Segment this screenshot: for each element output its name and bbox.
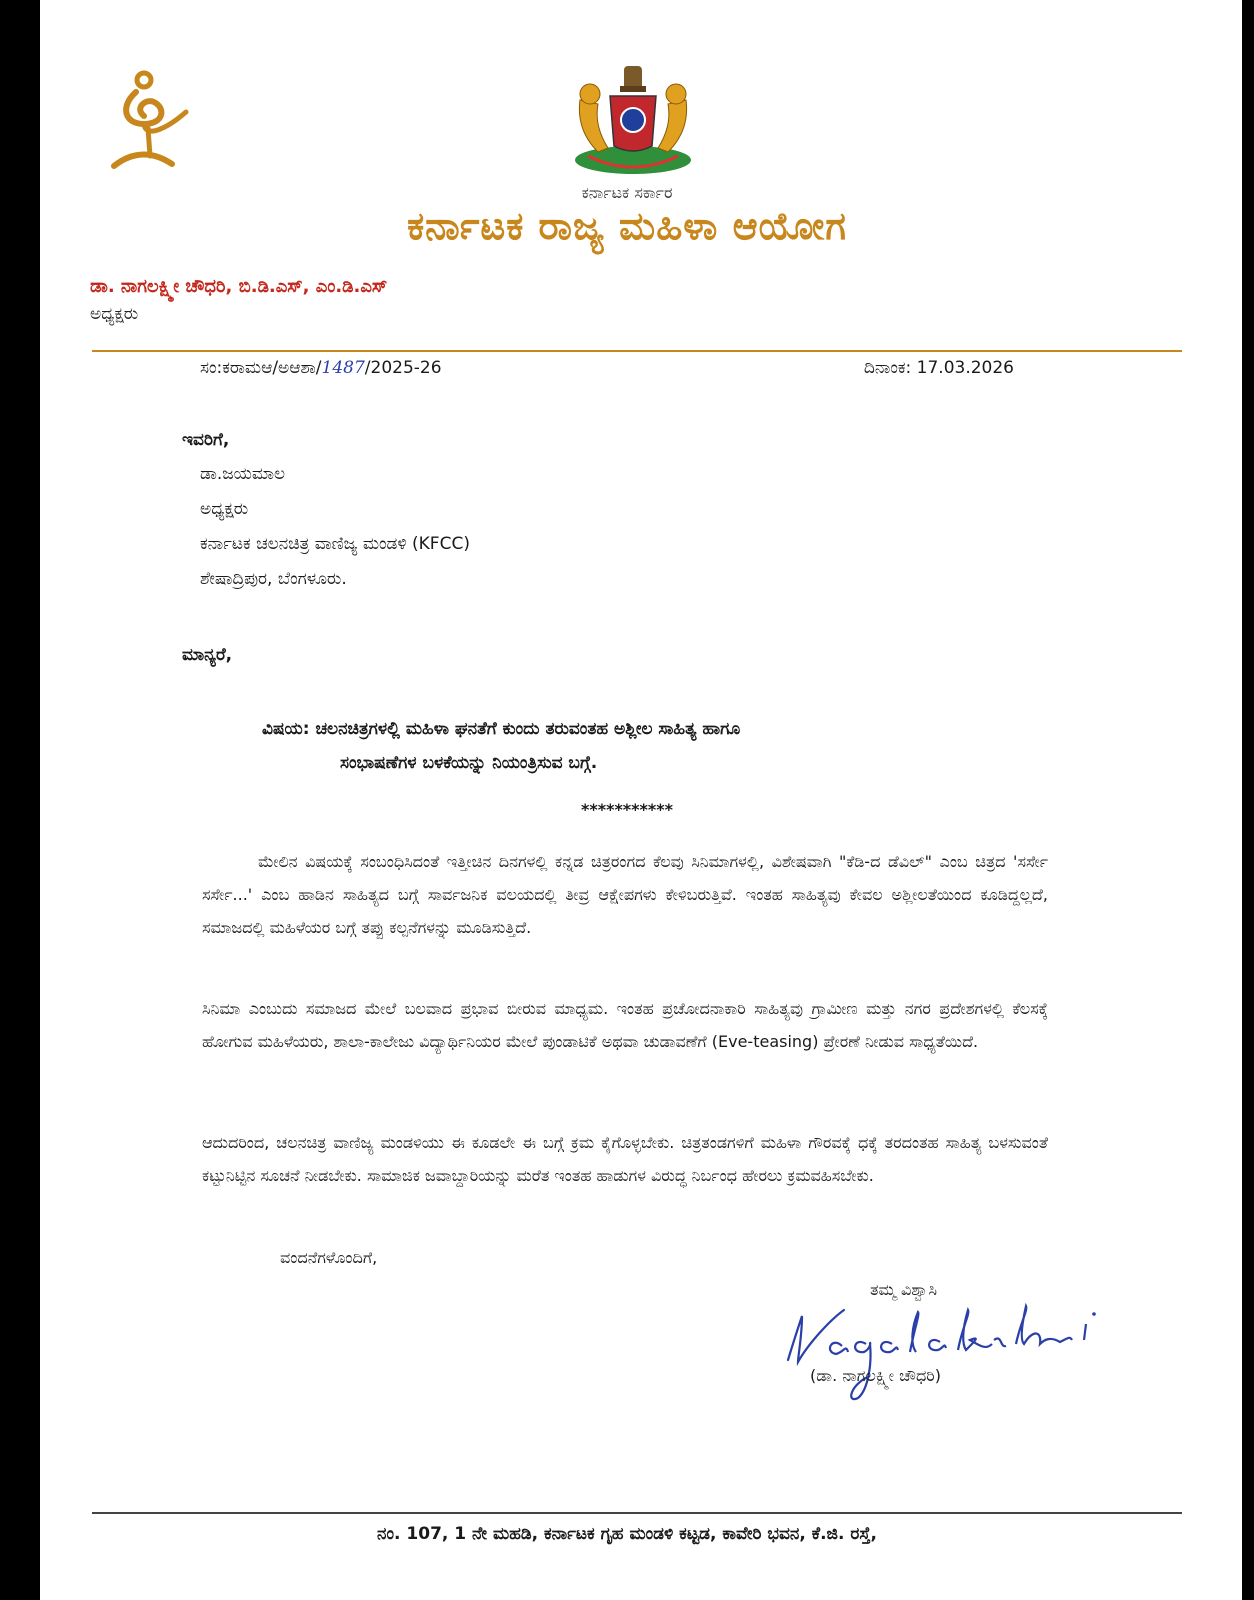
reference-prefix: ಸಂ:ಕರಾಮಆ/ಅಆಶಾ/ <box>200 358 322 378</box>
recipient-line: ಡಾ.ಜಯಮಾಲ <box>200 464 286 484</box>
reference-number <box>200 358 442 378</box>
recipient-line: ಶೇಷಾದ್ರಿಪುರ, ಬೆಂಗಳೂರು. <box>200 569 347 589</box>
body-paragraph: ಸಿನಿಮಾ ಎಂಬುದು ಸಮಾಜದ ಮೇಲೆ ಬಲವಾದ ಪ್ರಭಾವ ಬೀರುವ ಮಾಧ್ಯಮ. ಇಂತಹ ಪ್ರಚೋದನಾಕಾರಿ ಸಾಹಿತ್ಯವು ಗ್ರಾಮೀಣ ಮತ್ತು ನಗರ ಪ್ರದೇಶಗಳಲ್ಲಿ ಕೆಲಸಕ್ಕೆ ಹೋಗುವ ಮಹಿಳೆಯರು, ಶಾಲಾ-ಕಾಲೇಜು ವಿದ್ಯಾರ್ಥಿನಿಯರ ಮೇಲೆ ಪುಂಡಾಟಿಕೆ ಅಥವಾ ಚುಡಾವಣೆಗೆ (Eve-teasing) ಪ್ರೇರಣೆ ನೀಡುವ ಸಾಧ್ಯತೆಯಿದೆ. <box>202 999 1048 1051</box>
yours-faithfully: ತಮ್ಮ ವಿಶ್ವಾಸಿ <box>870 1280 938 1299</box>
handwritten-reference-number: 1487 <box>321 358 365 378</box>
letter-date: ದಿನಾಂಕ: 17.03.2026 <box>863 358 1014 378</box>
subject-block <box>262 712 1022 780</box>
footer-divider <box>92 1512 1182 1514</box>
body-paragraph: ಮೇಲಿನ ವಿಷಯಕ್ಕೆ ಸಂಬಂಧಿಸಿದಂತೆ ಇತ್ತೀಚಿನ ದಿನಗಳಲ್ಲಿ ಕನ್ನಡ ಚಿತ್ರರಂಗದ ಕೆಲವು ಸಿನಿಮಾಗಳಲ್ಲಿ, ವಿಶೇಷವಾಗಿ "ಕೆಡಿ-ದ ಡೆವಿಲ್" ಎಂಬ ಚಿತ್ರದ 'ಸರ್ಸೇ ಸರ್ಸೇ...' ಎಂಬ ಹಾಡಿನ ಸಾಹಿತ್ಯದ ಬಗ್ಗೆ ಸಾರ್ವಜನಿಕ ವಲಯದಲ್ಲಿ ತೀವ್ರ ಆಕ್ಷೇಪಗಳು ಕೇಳಿಬರುತ್ತಿವೆ. ಇಂತಹ ಸಾಹಿತ್ಯವು ಕೇವಲ ಅಶ್ಲೀಲತೆಯಿಂದ ಕೂಡಿದ್ದಲ್ಲದೆ, ಸಮಾಜದಲ್ಲಿ ಮಹಿಳೆಯರ ಬಗ್ಗೆ ತಪ್ಪು ಕಲ್ಪನೆಗಳನ್ನು ಮೂಡಿಸುತ್ತಿದೆ. <box>202 852 1048 937</box>
chairperson-name: ಡಾ. ನಾಗಲಕ್ಷ್ಮೀ ಚೌಧರಿ, ಬಿ.ಡಿ.ಎಸ್, ಎಂ.ಡಿ.ಎಸ್ <box>90 276 388 297</box>
header-divider <box>92 350 1182 352</box>
separator: *********** <box>580 800 674 819</box>
subject-line-2: ಸಂಭಾಷಣೆಗಳ ಬಳಕೆಯನ್ನು ನಿಯಂತ್ರಿಸುವ ಬಗ್ಗೆ. <box>340 753 598 773</box>
signatory-name: (ಡಾ. ನಾಗಲಕ್ಷ್ಮೀ ಚೌಧರಿ) <box>810 1366 941 1385</box>
recipient-line: ಕರ್ನಾಟಕ ಚಲನಚಿತ್ರ ವಾಣಿಜ್ಯ ಮಂಡಳಿ (KFCC) <box>200 534 470 554</box>
handwritten-signature <box>780 1300 1110 1415</box>
footer-address-cut <box>290 1556 990 1566</box>
government-label: ಕರ್ನಾಟಕ ಸರ್ಕಾರ <box>581 183 673 202</box>
commission-title: ಕರ್ನಾಟಕ ರಾಜ್ಯ ಮಹಿಳಾ ಆಯೋಗ <box>407 204 847 248</box>
footer-address: ನಂ. 107, 1 ನೇ ಮಹಡಿ, ಕರ್ನಾಟಕ ಗೃಹ ಮಂಡಳಿ ಕಟ್ಟಡ, ಕಾವೇರಿ ಭವನ, ಕೆ.ಜಿ. ರಸ್ತೆ, <box>377 1524 877 1544</box>
karnataka-emblem-icon <box>568 60 698 180</box>
subject-line-1: ವಿಷಯ: ಚಲನಚಿತ್ರಗಳಲ್ಲಿ ಮಹಿಳಾ ಘನತೆಗೆ ಕುಂದು ತರುವಂತಹ ಅಶ್ಲೀಲ ಸಾಹಿತ್ಯ ಹಾಗೂ <box>262 719 741 739</box>
commission-logo-icon <box>110 68 192 176</box>
body-paragraph: ಆದುದರಿಂದ, ಚಲನಚಿತ್ರ ವಾಣಿಜ್ಯ ಮಂಡಳಿಯು ಈ ಕೂಡಲೇ ಈ ಬಗ್ಗೆ ಕ್ರಮ ಕೈಗೊಳ್ಳಬೇಕು. ಚಿತ್ರತಂಡಗಳಿಗೆ ಮಹಿಳಾ ಗೌರವಕ್ಕೆ ಧಕ್ಕೆ ತರದಂತಹ ಸಾಹಿತ್ಯ ಬಳಸುವಂತೆ ಕಟ್ಟುನಿಟ್ಟಿನ ಸೂಚನೆ ನೀಡಬೇಕು. ಸಾಮಾಜಿಕ ಜವಾಬ್ದಾರಿಯನ್ನು ಮರೆತ ಇಂತಹ ಹಾಡುಗಳ ವಿರುದ್ಧ ನಿರ್ಬಂಧ ಹೇರಲು ಕ್ರಮವಹಿಸಬೇಕು. <box>202 1133 1048 1185</box>
to-label: ಇವರಿಗೆ, <box>182 430 230 450</box>
reference-suffix: /2025-26 <box>364 358 442 378</box>
salutation: ಮಾನ್ಯರೆ, <box>182 645 233 665</box>
closing-line: ವಂದನೆಗಳೊಂದಿಗೆ, <box>280 1248 378 1267</box>
recipient-line: ಅಧ್ಯಕ್ಷರು <box>200 499 249 519</box>
chairperson-role: ಅಧ್ಯಕ್ಷರು <box>90 304 139 324</box>
